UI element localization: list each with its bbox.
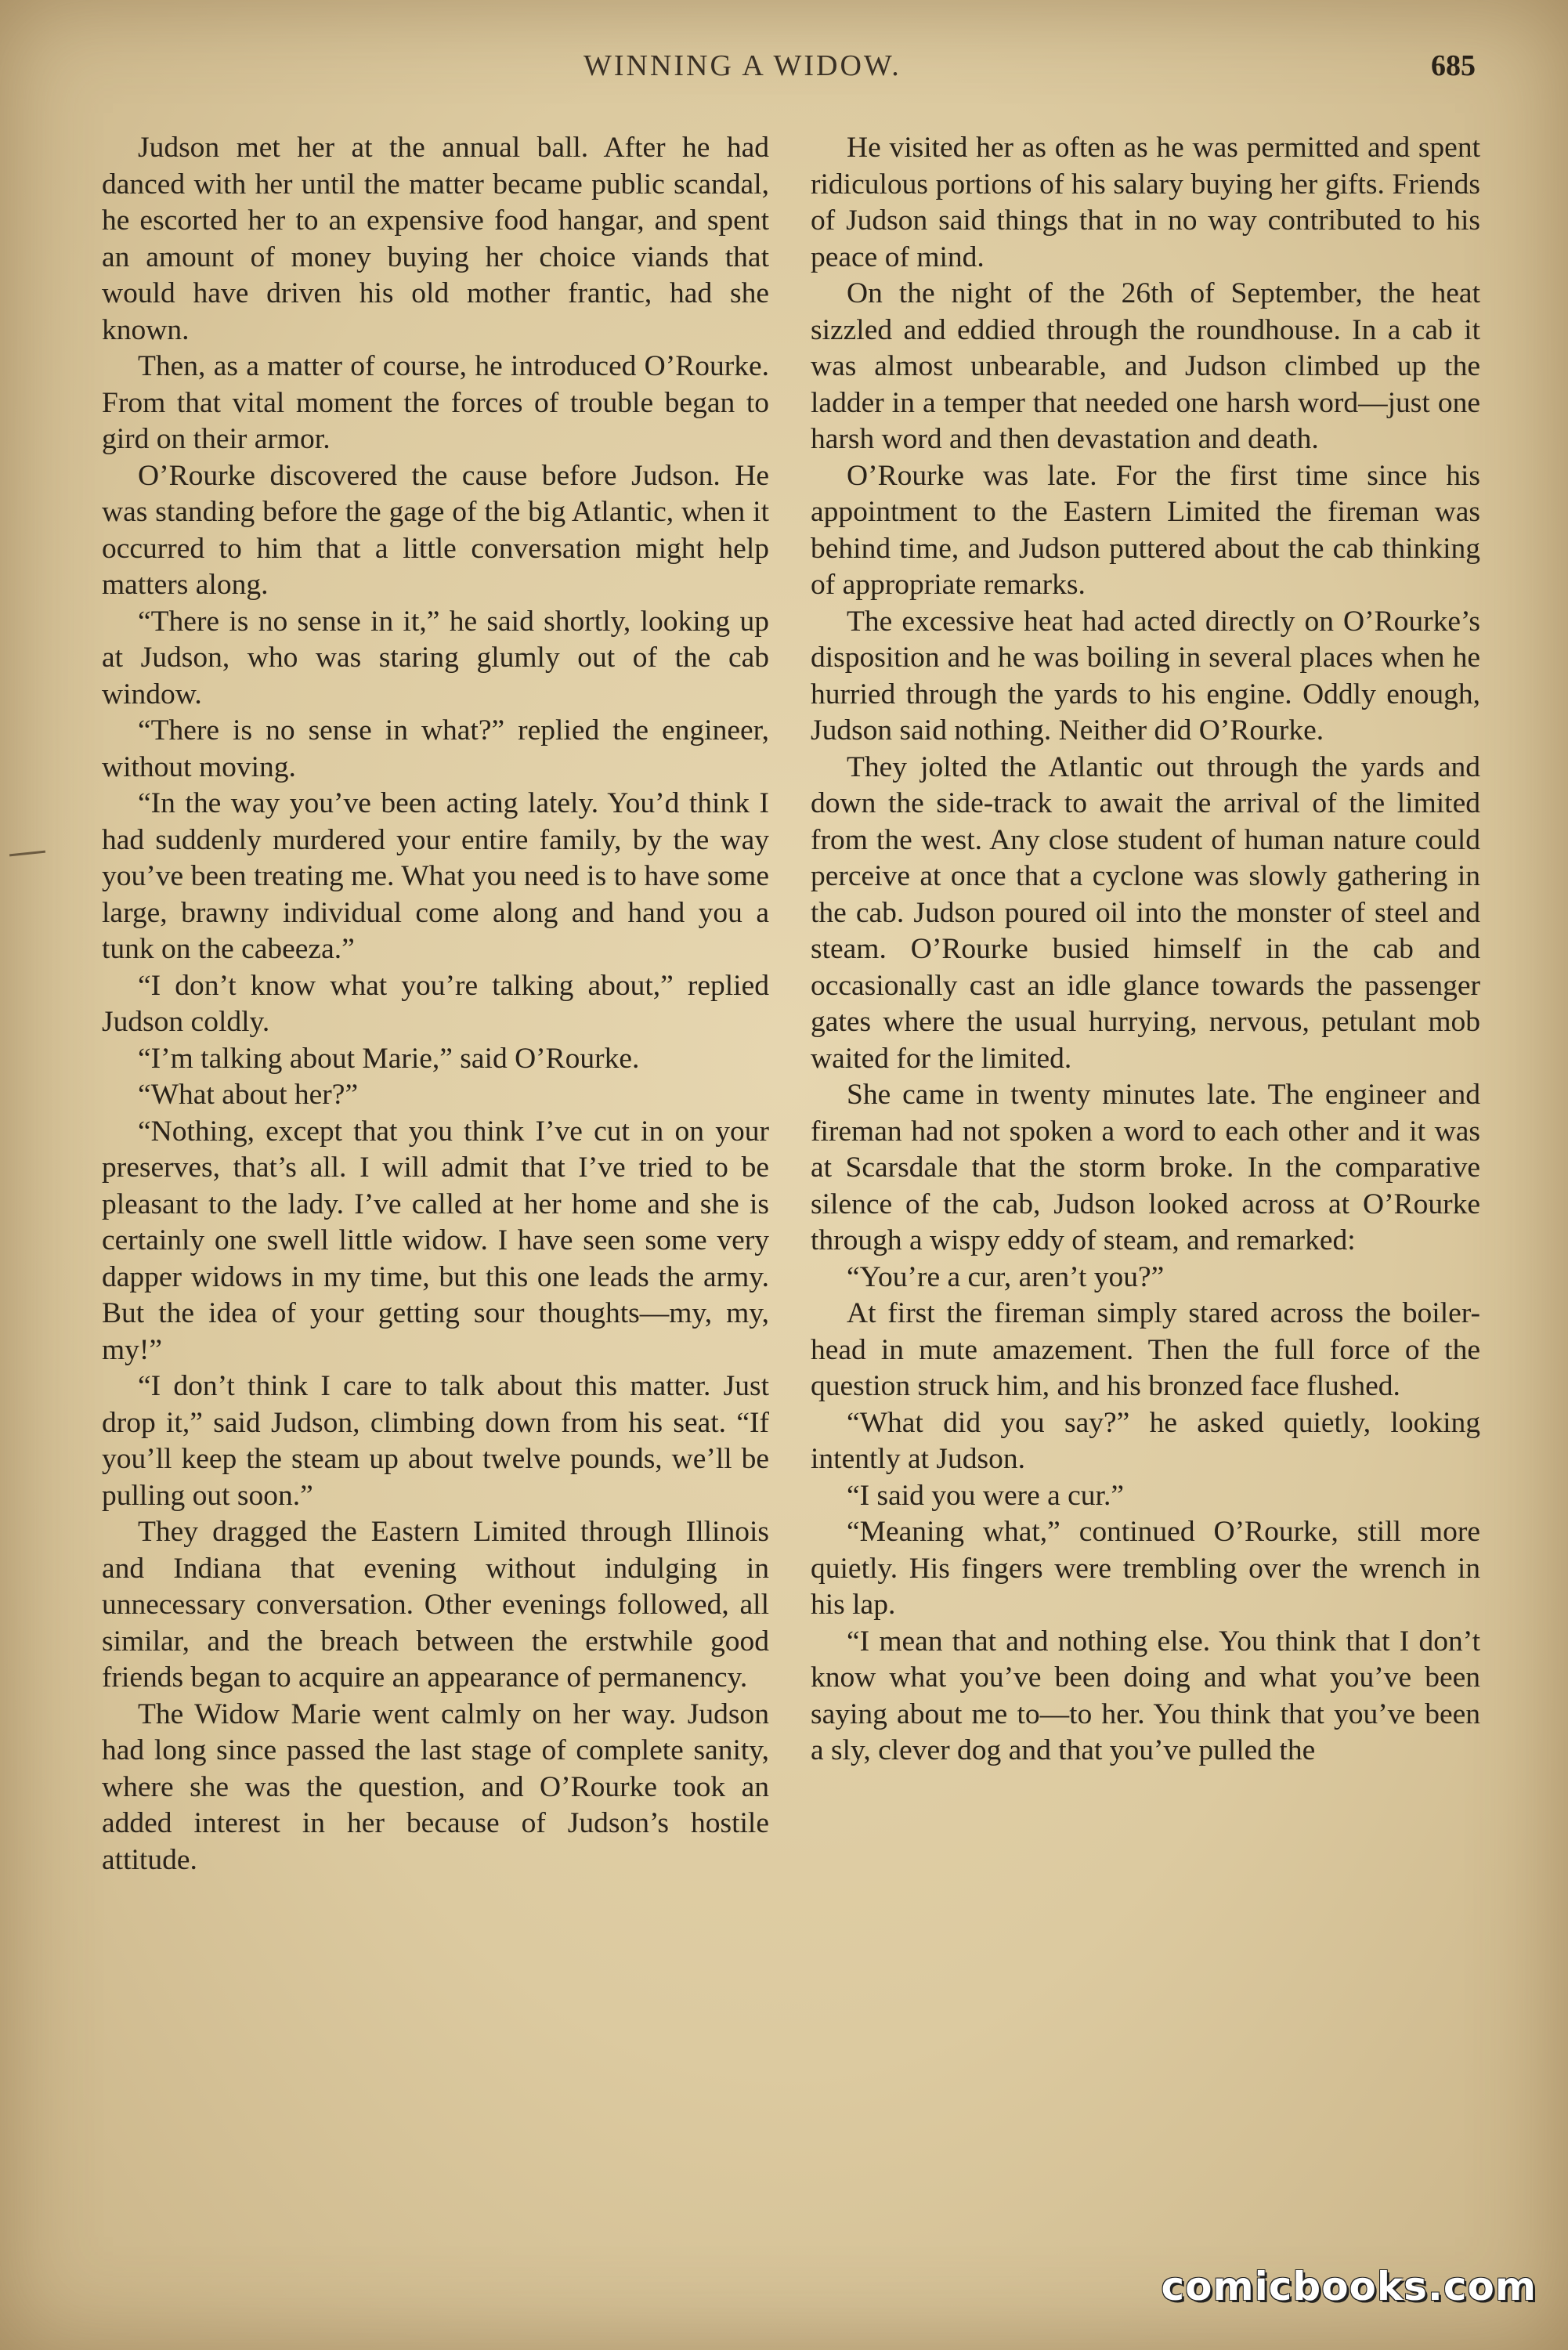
paragraph: The excessive heat had acted directly on O’Rourke’s disposition and he was boiling in several places when he hurried through the yards to his engine. Oddly enough, Judson said nothing. Neither did O’Rourke. [811,605,1480,747]
margin-pencil-mark [9,851,45,857]
paragraph: “What about her?” [138,1079,359,1111]
paragraph: Judson met her at the annual ball. After he had danced with her until the matter became public scandal, he escorted her to an expensive food hangar, and spent an amount of money buying her choice viands that would have driven his old mother frantic, had she known. [102,132,769,346]
paragraph: On the night of the 26th of September, the heat sizzled and eddied through the roundhouse. In a cab it was almost unbearable, and Judson climbed up the ladder in a temper that needed one harsh word—just one harsh word and then devastation and death. [811,277,1480,455]
page-number: 685 [1431,49,1476,82]
paragraph: “Meaning what,” continued O’Rourke, still more quietly. His fingers were trembling over the wrench in his lap. [811,1516,1480,1621]
paragraph: “I mean that and nothing else. You think that I don’t know what you’ve been doing and what you’ve been saying about me to—to her. You think that you’ve been a sly, clever dog and that you’ve pulled the [811,1625,1480,1766]
paragraph: “Nothing, except that you think I’ve cut in on your preserves, that’s all. I will admit that I’ve tried to be pleasant to the lady. I’ve called at her home and she is certainly one swell little widow. I have seen some very dapper widows in my time, but this one leads the army. But the idea of your getting sour thoughts—my, my, my!” [102,1115,769,1366]
paragraph: He visited her as often as he was permitted and spent ridiculous portions of his salary buying her gifts. Friends of Judson said things that in no way contributed to his peace of mind. [811,132,1480,273]
paragraph: The Widow Marie went calmly on her way. Judson had long since passed the last stage of complete sanity, where she was the question, and O’Rourke took an added interest in her because of Judson’s hostile attitude. [102,1697,769,1876]
paragraph: “There is no sense in it,” he said shortly, looking up at Judson, who was staring glumly out of the cab window. [102,605,769,710]
paragraph: O’Rourke was late. For the first time since his appointment to the Eastern Limited the fireman was behind time, and Judson puttered about the cab thinking of appropriate remarks. [811,459,1480,601]
paragraph: Then, as a matter of course, he introduced O’Rourke. From that vital moment the forces of trouble began to gird on their armor. [102,350,769,455]
paragraph: “I don’t know what you’re talking about,” replied Judson coldly. [102,969,769,1038]
paragraph: They dragged the Eastern Limited through Illinois and Indiana that evening without indulging in unnecessary conversation. Other evenings followed, all similar, and the breach between the erstwhile good friends began to acquire an appearance of permanency. [102,1516,769,1694]
paragraph: She came in twenty minutes late. The engineer and fireman had not spoken a word to each other and it was at Scarsdale that the storm broke. In the comparative silence of the cab, Judson looked across at O’Rourke through a wispy eddy of steam, and remarked: [811,1079,1480,1256]
running-title: WINNING A WIDOW. [583,49,901,82]
watermark-logo: comicbooks.com [1161,2264,1537,2309]
paragraph: “What did you say?” he asked quietly, looking intently at Judson. [811,1406,1480,1475]
paragraph: “I’m talking about Marie,” said O’Rourke. [138,1042,640,1075]
paragraph: “I don’t think I care to talk about this matter. Just drop it,” said Judson, climbing down from his seat. “If you’ll keep the steam up about twelve pounds, we’ll be pulling out soon.” [102,1370,769,1512]
running-head [0,49,1568,96]
paragraph: They jolted the Atlantic out through the yards and down the side-track to await the arrival of the limited from the west. Any close student of human nature could perceive at once that a cyclone was slowly gathering in the cab. Judson poured oil into the monster of steel and steam. O’Rourke busied himself in the cab and occasionally cast an idle glance towards the passenger gates where the usual hurrying, nervous, petulant mob waited for the limited. [811,750,1480,1075]
paragraph: O’Rourke discovered the cause before Judson. He was standing before the gage of the big Atlantic, when it occurred to him that a little conversation might help matters along. [102,459,769,601]
paragraph: At first the fireman simply stared across the boiler-head in mute amazement. Then the full force of the question struck him, and his bronzed face flushed. [811,1297,1480,1402]
left-column [102,130,769,1878]
paragraph: “In the way you’ve been acting lately. You’d think I had suddenly murdered your entire family, by the way you’ve been treating me. What you need is to have some large, brawny individual come along and hand you a tunk on the cabeeza.” [102,787,769,965]
right-column [811,130,1480,1770]
paragraph: “I said you were a cur.” [847,1479,1124,1512]
paragraph: “You’re a cur, aren’t you?” [847,1260,1165,1293]
paragraph: “There is no sense in what?” replied the engineer, without moving. [102,714,769,783]
